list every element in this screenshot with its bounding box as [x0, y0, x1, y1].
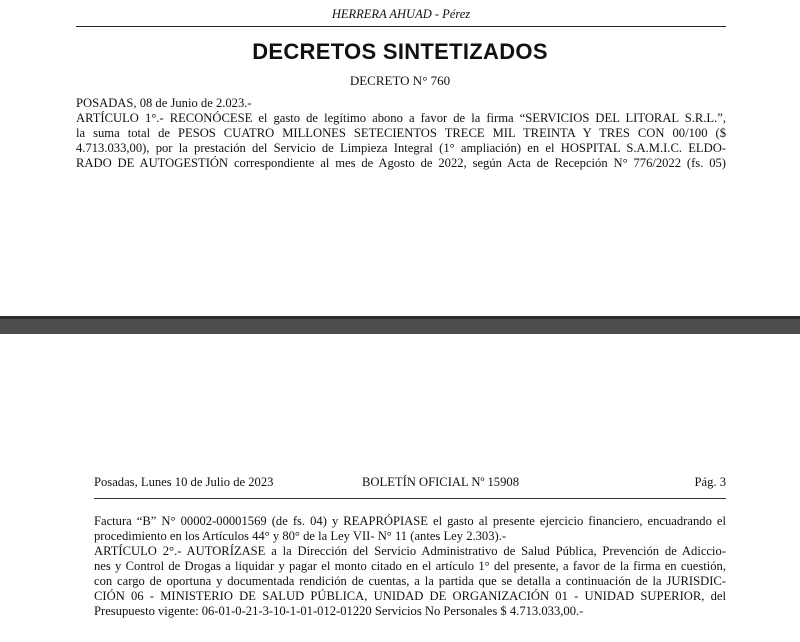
article-2-line: ARTÍCULO 2°.- AUTORÍZASE a la Dirección del Servicio Administrativo de Salud Pública, Prevención de Adiccio- [94, 544, 726, 558]
article-1-line: la suma total de PESOS CUATRO MILLONES SETECIENTOS TRECE MIL TREINTA Y TRES CON 00/100 ($ [76, 126, 726, 140]
continuation-line: procedimiento en los Artículos 44° y 80° de la Ley VII- N° 11 (antes Ley 2.303).- [94, 529, 507, 543]
header-signature: HERRERA AHUAD - Pérez [76, 7, 726, 27]
footer-page-number: Pág. 3 [694, 475, 726, 489]
article-1-line: 4.713.033,00), por la prestación del Servicio de Limpieza Integral (1° ampliación) en el HOSPITAL S.A.M.I.C. ELDO- [76, 141, 726, 155]
page-separator-shadow [0, 316, 800, 319]
article-1-line: RADO DE AUTOGESTIÓN correspondiente al mes de Agosto de 2022, según Acta de Recepción N° 776/2022 (fs. 05) [76, 156, 726, 170]
place-date: POSADAS, 08 de Junio de 2.023.- [76, 96, 252, 110]
decree-number: DECRETO N° 760 [349, 73, 451, 88]
page-footer [94, 475, 726, 491]
article-1-line: ARTÍCULO 1°.- RECONÓCESE el gasto de legítimo abono a favor de la firma “SERVICIOS DEL LITORAL S.R.L.”, [76, 111, 726, 125]
footer-place-date: Posadas, Lunes 10 de Julio de 2023 [94, 475, 274, 489]
article-2-line: nes y Control de Drogas a liquidar y pagar el monto citado en el artículo 1° del presente, a favor de la firma en cuestión, [94, 559, 726, 573]
article-2-line: con cargo de oportuna y documentada rendición de cuentas, a la partida que se detalla a continuación de la JURISDIC- [94, 574, 726, 588]
continuation-line: Factura “B” N° 00002-00001569 (de fs. 04) y REAPRÓPIASE el gasto al presente ejercicio financiero, encuadrando el [94, 514, 726, 528]
article-2-line: Presupuesto vigente: 06-01-0-21-3-10-1-01-012-01220 Servicios No Personales $ 4.713.033,00.- [94, 604, 584, 618]
footer-bulletin: BOLETÍN OFICIAL Nº 15908 [362, 475, 519, 489]
decree-body [76, 96, 726, 171]
section-title: DECRETOS SINTETIZADOS [252, 39, 548, 64]
article-2-line: CIÓN 06 - MINISTERIO DE SALUD PÚBLICA, UNIDAD DE ORGANIZACIÓN 01 - UNIDAD SUPERIOR, del [94, 589, 726, 603]
footer-divider [94, 498, 726, 499]
decree-continuation [94, 514, 726, 619]
